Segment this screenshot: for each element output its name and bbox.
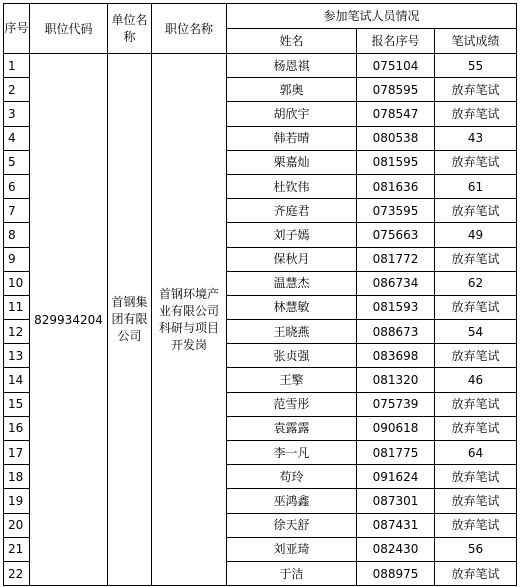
row-score: 64 xyxy=(435,441,517,465)
row-name: 刘子嫣 xyxy=(227,223,357,247)
row-seq: 19 xyxy=(4,489,30,513)
row-score: 放弃笔试 xyxy=(435,78,517,102)
exam-results-table xyxy=(3,3,517,586)
unit-cell xyxy=(108,54,152,586)
row-name: 栗嘉灿 xyxy=(227,150,357,174)
row-reg-no: 087431 xyxy=(357,513,435,537)
row-name: 巫鸿鑫 xyxy=(227,489,357,513)
header-seq: 序号 xyxy=(4,4,30,54)
row-seq: 9 xyxy=(4,247,30,271)
row-score: 55 xyxy=(435,54,517,78)
row-reg-no: 087301 xyxy=(357,489,435,513)
row-name: 林慧敏 xyxy=(227,295,357,319)
row-reg-no: 088673 xyxy=(357,320,435,344)
row-score: 54 xyxy=(435,320,517,344)
row-reg-no: 086734 xyxy=(357,271,435,295)
unit-text: 首钢集团有限公司 xyxy=(111,295,148,344)
row-reg-no: 080538 xyxy=(357,126,435,150)
table-body xyxy=(4,54,517,586)
header-score: 笔试成绩 xyxy=(435,29,517,54)
row-name: 苟玲 xyxy=(227,465,357,489)
row-name: 温慧杰 xyxy=(227,271,357,295)
row-score: 放弃笔试 xyxy=(435,489,517,513)
row-score: 放弃笔试 xyxy=(435,295,517,319)
row-score: 放弃笔试 xyxy=(435,150,517,174)
row-seq: 11 xyxy=(4,295,30,319)
row-score: 62 xyxy=(435,271,517,295)
row-reg-no: 081775 xyxy=(357,441,435,465)
row-score: 放弃笔试 xyxy=(435,344,517,368)
row-score: 56 xyxy=(435,537,517,561)
row-name: 张贞强 xyxy=(227,344,357,368)
row-reg-no: 088975 xyxy=(357,561,435,585)
row-score: 放弃笔试 xyxy=(435,199,517,223)
row-reg-no: 081320 xyxy=(357,368,435,392)
row-reg-no: 081636 xyxy=(357,174,435,198)
row-reg-no: 073595 xyxy=(357,199,435,223)
header-position-name: 职位名称 xyxy=(152,4,227,54)
row-score: 46 xyxy=(435,368,517,392)
row-name: 王晓燕 xyxy=(227,320,357,344)
row-score: 放弃笔试 xyxy=(435,392,517,416)
row-reg-no: 078547 xyxy=(357,102,435,126)
row-name: 于洁 xyxy=(227,561,357,585)
row-seq: 15 xyxy=(4,392,30,416)
row-score: 49 xyxy=(435,223,517,247)
row-seq: 5 xyxy=(4,150,30,174)
row-seq: 4 xyxy=(4,126,30,150)
row-seq: 8 xyxy=(4,223,30,247)
row-seq: 6 xyxy=(4,174,30,198)
row-seq: 20 xyxy=(4,513,30,537)
row-reg-no: 081595 xyxy=(357,150,435,174)
row-seq: 22 xyxy=(4,561,30,585)
row-name: 杜钦伟 xyxy=(227,174,357,198)
header-position-code: 职位代码 xyxy=(30,4,108,54)
row-reg-no: 075104 xyxy=(357,54,435,78)
position-name-cell xyxy=(152,54,227,586)
row-name: 刘亚琦 xyxy=(227,537,357,561)
position-code-cell: 829934204 xyxy=(30,54,108,586)
row-seq: 12 xyxy=(4,320,30,344)
row-score: 放弃笔试 xyxy=(435,247,517,271)
row-score: 放弃笔试 xyxy=(435,416,517,440)
header-name: 姓名 xyxy=(227,29,357,54)
row-seq: 17 xyxy=(4,441,30,465)
row-reg-no: 091624 xyxy=(357,465,435,489)
row-reg-no: 090618 xyxy=(357,416,435,440)
position-name-text: 首钢环境产业有限公司科研与项目开发岗 xyxy=(158,286,219,352)
row-seq: 13 xyxy=(4,344,30,368)
row-seq: 7 xyxy=(4,199,30,223)
row-score: 放弃笔试 xyxy=(435,513,517,537)
row-name: 范雪彤 xyxy=(227,392,357,416)
row-score: 43 xyxy=(435,126,517,150)
row-score: 61 xyxy=(435,174,517,198)
row-name: 郭奥 xyxy=(227,78,357,102)
row-reg-no: 075663 xyxy=(357,223,435,247)
row-name: 齐庭君 xyxy=(227,199,357,223)
row-score: 放弃笔试 xyxy=(435,465,517,489)
row-seq: 10 xyxy=(4,271,30,295)
row-seq: 2 xyxy=(4,78,30,102)
row-seq: 14 xyxy=(4,368,30,392)
header-unit: 单位名称 xyxy=(108,4,152,54)
row-reg-no: 078595 xyxy=(357,78,435,102)
row-seq: 21 xyxy=(4,537,30,561)
row-seq: 18 xyxy=(4,465,30,489)
row-name: 胡欣宇 xyxy=(227,102,357,126)
row-name: 徐天舒 xyxy=(227,513,357,537)
header-reg-no: 报名序号 xyxy=(357,29,435,54)
row-reg-no: 081772 xyxy=(357,247,435,271)
row-name: 李一凡 xyxy=(227,441,357,465)
row-score: 放弃笔试 xyxy=(435,561,517,585)
row-seq: 1 xyxy=(4,54,30,78)
row-name: 杨恩祺 xyxy=(227,54,357,78)
row-score: 放弃笔试 xyxy=(435,102,517,126)
row-seq: 16 xyxy=(4,416,30,440)
row-name: 保秋月 xyxy=(227,247,357,271)
row-name: 王擎 xyxy=(227,368,357,392)
row-reg-no: 081593 xyxy=(357,295,435,319)
row-reg-no: 083698 xyxy=(357,344,435,368)
row-reg-no: 082430 xyxy=(357,537,435,561)
row-name: 袁露露 xyxy=(227,416,357,440)
row-seq: 3 xyxy=(4,102,30,126)
row-name: 韩若晴 xyxy=(227,126,357,150)
row-reg-no: 075739 xyxy=(357,392,435,416)
header-group: 参加笔试人员情况 xyxy=(227,4,517,29)
table-row xyxy=(4,54,517,78)
